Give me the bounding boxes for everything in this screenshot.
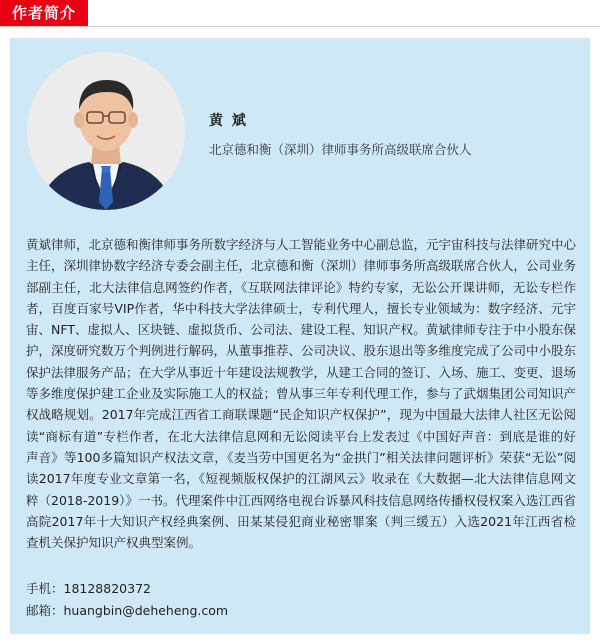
author-bio: 黄斌律师，北京德和衡律师事务所数字经济与人工智能业务中心副总监，元宇宙科技与法律研究中心主任，深圳律协数字经济专委会副主任，北京德和衡（深圳）律师事务所高级联席合伙人，公司业务部副主任，北大法律信息网签约作者，《互联网法律评论》特约专家，无讼公开课讲师，无讼专栏作者，百度百家号VIP作者，华中科技大学法律硕士，专利代理人，擅长专业领域为：数字经济、元宇宙、NFT、虚拟人、区块链、虚拟货币、公司法、建设工程、知识产权。黄斌律师专注于中小股东保护，深度研究数万个判例进行解码，从董事推荐、公司决议、股东退出等多维度完成了公司中小股东保护法律服务产品；在大学从事近十年建设法规教学，从建工合同的签订、入场、施工、变更、退场等多维度保护建工企业及实际施工人的权益；曾从事三年专利代理工作，参与了武烟集团公司知识产权战略规划。2017年完成江西省工商联课题“民企知识产权保护”，现为中国最大法律人社区无讼阅读“商标有道”专栏作者，在北大法律信息网和无讼阅读平台上发表过《中国好声音：到底是谁的好声音》等100多篇知识产权法文章，《麦当劳中国更名为“金拱门”相关法律问题评析》荣获“无讼”阅读2017年度专业文章第一名，《短视频版权保护的江湖风云》收录在《大数据—北大法律信息网文粹（2018-2019）》一书。代理案件中江西网络电视台诉暴风科技信息网络传播权侵权案入选江西省高院2017年十大知识产权经典案例、田某某侵犯商业秘密罪案（判三缓五）入选2021年江西省检查机关保护知识产权典型案例。 bbox=[26, 237, 577, 551]
section-divider bbox=[0, 26, 600, 27]
contact-email[interactable]: 邮箱：huangbin@deheheng.com bbox=[26, 603, 229, 618]
contact-phone: 手机：18128820372 bbox=[26, 581, 151, 596]
author-title: 北京德和衡（深圳）律师事务所高级联席合伙人 bbox=[209, 142, 472, 157]
author-card bbox=[10, 38, 590, 634]
avatar bbox=[27, 52, 185, 210]
author-name: 黄 斌 bbox=[209, 113, 248, 129]
section-tag: 作者简介 bbox=[0, 0, 88, 26]
portrait-photo-icon bbox=[27, 52, 185, 210]
